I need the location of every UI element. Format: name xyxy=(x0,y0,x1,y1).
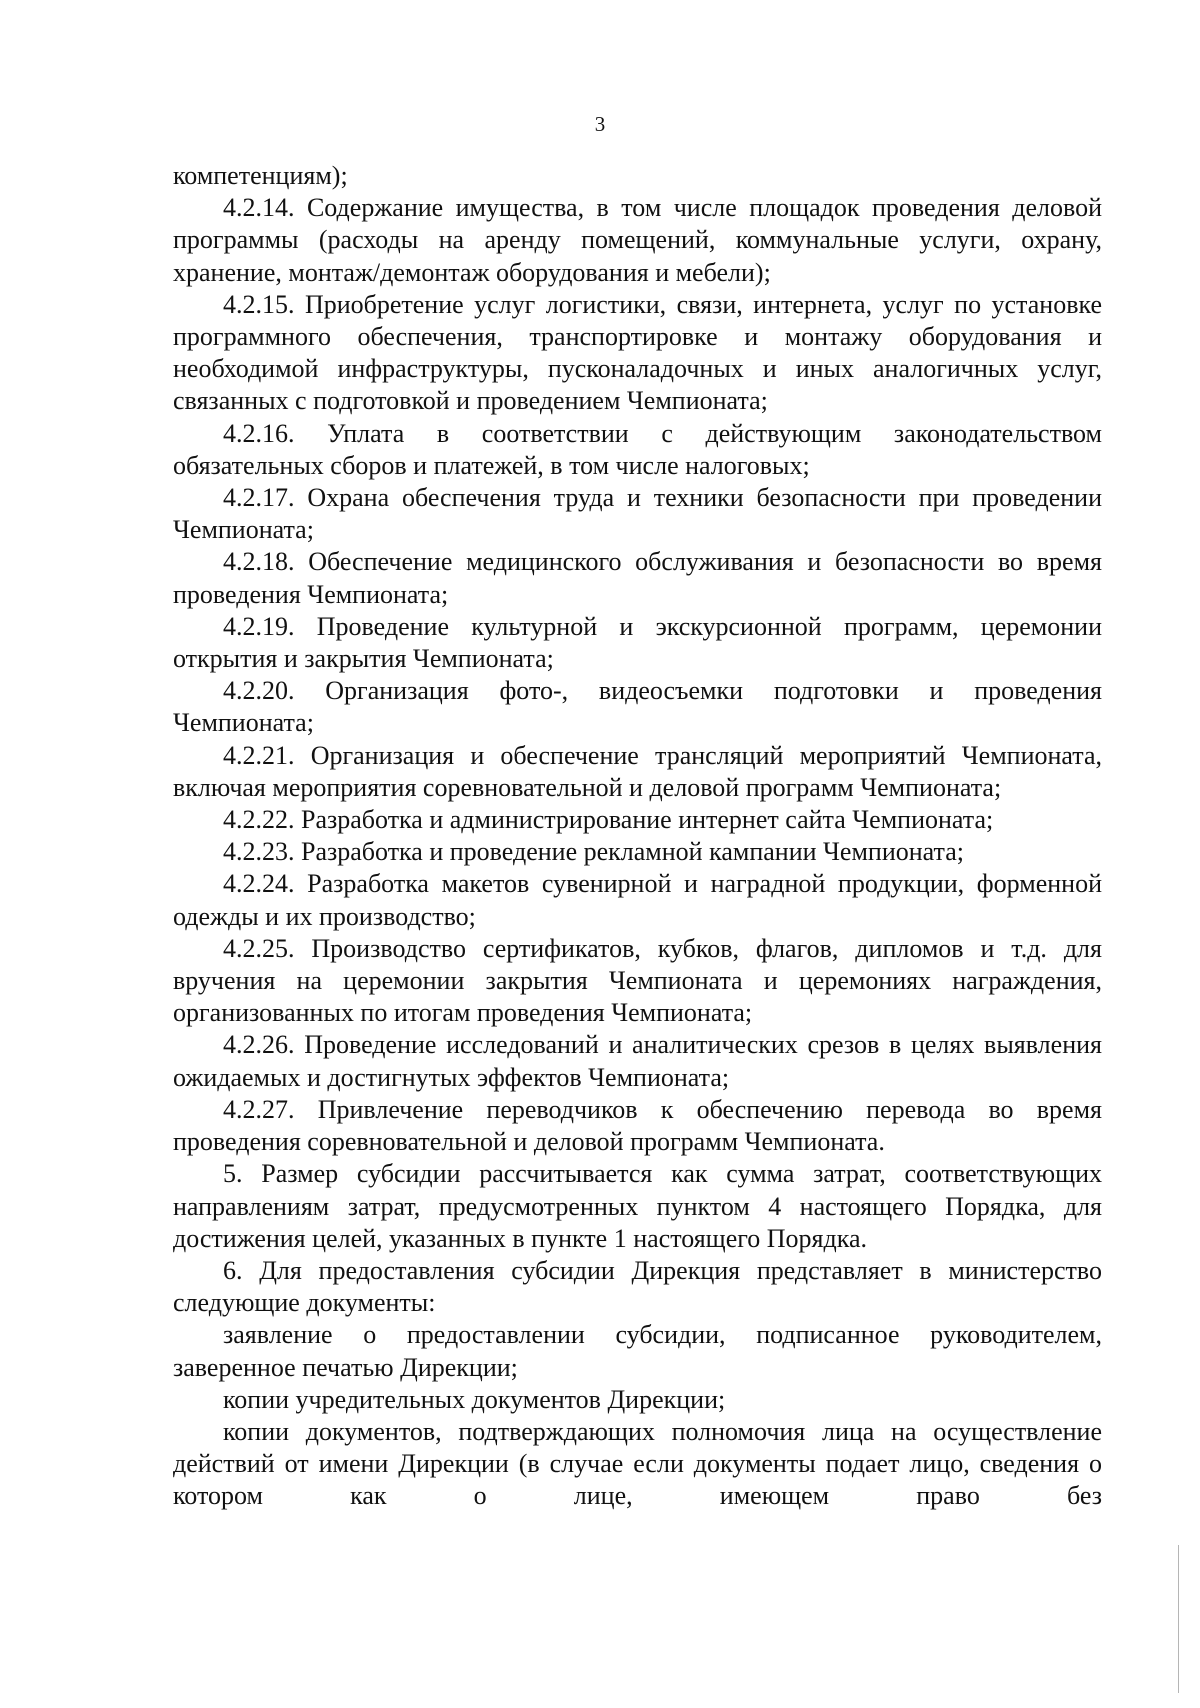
paragraph-4-2-17: 4.2.17. Охрана обеспечения труда и техники безопасности при проведении Чемпионата; xyxy=(173,483,1102,545)
paragraph-4-2-25: 4.2.25. Производство сертификатов, кубков, флагов, дипломов и т.д. для вручения на церемонии закрытия Чемпионата и церемониях награждения, организованных по итогам проведения Чемпионата; xyxy=(173,933,1102,1028)
paragraph-4-2-24: 4.2.24. Разработка макетов сувенирной и наградной продукции, форменной одежды и их производство; xyxy=(173,869,1102,931)
page-number: 3 xyxy=(594,112,606,136)
paragraph-4-2-21: 4.2.21. Организация и обеспечение трансляций мероприятий Чемпионата, включая мероприятия соревновательной и деловой программ Чемпионата; xyxy=(173,740,1102,802)
paragraph-4-2-16: 4.2.16. Уплата в соответствии с действующим законодательством обязательных сборов и платежей, в том числе налоговых; xyxy=(173,418,1102,480)
document-body xyxy=(173,160,1102,1513)
paragraph-4-2-27: 4.2.27. Привлечение переводчиков к обеспечению перевода во время проведения соревновательной и деловой программ Чемпионата. xyxy=(173,1094,1102,1157)
paragraph-4-2-26: 4.2.26. Проведение исследований и аналитических срезов в целях выявления ожидаемых и достигнутых эффектов Чемпионата; xyxy=(173,1030,1102,1092)
paragraph-continuation: компетенциям); xyxy=(173,161,348,190)
paragraph-4-2-15: 4.2.15. Приобретение услуг логистики, связи, интернета, услуг по установке программного обеспечения, транспортировке и монтажу оборудования и необходимой инфраструктуры, пусконаладочных и иных аналогичных услуг, связанных с подготовкой и проведением Чемпионата; xyxy=(173,289,1102,416)
paragraph-6: 6. Для предоставления субсидии Дирекция представляет в министерство следующие документы: xyxy=(173,1255,1102,1318)
scan-edge-line xyxy=(1178,1545,1179,1693)
paragraph-4-2-19: 4.2.19. Проведение культурной и экскурсионной программ, церемонии открытия и закрытия Чемпионата; xyxy=(173,611,1102,674)
paragraph-5: 5. Размер субсидии рассчитывается как сумма затрат, соответствующих направлениям затрат, предусмотренных пунктом 4 настоящего Порядка, для достижения целей, указанных в пункте 1 настоящего Порядка. xyxy=(173,1159,1102,1253)
document-item-charter-copies: копии учредительных документов Дирекции; xyxy=(223,1384,726,1414)
paragraph-4-2-14: 4.2.14. Содержание имущества, в том числе площадок проведения деловой программы (расходы на аренду помещений, коммунальные услуги, охрану, хранение, монтаж/демонтаж оборудования и мебели); xyxy=(173,193,1102,287)
paragraph-4-2-23: 4.2.23. Разработка и проведение рекламной кампании Чемпионата; xyxy=(223,837,964,867)
document-item-authority-copies: копии документов, подтверждающих полномочия лица на осуществление действий от имени Дирекции (в случае если документы подает лицо, сведения о котором как о лице, имеющем право без xyxy=(173,1416,1102,1511)
paragraph-4-2-22: 4.2.22. Разработка и администрирование интернет сайта Чемпионата; xyxy=(223,805,994,835)
paragraph-4-2-20: 4.2.20. Организация фото-, видеосъемки подготовки и проведения Чемпионата; xyxy=(173,676,1102,738)
document-item-application: заявление о предоставлении субсидии, подписанное руководителем, заверенное печатью Дирекции; xyxy=(173,1320,1102,1382)
paragraph-4-2-18: 4.2.18. Обеспечение медицинского обслуживания и безопасности во время проведения Чемпионата; xyxy=(173,547,1102,609)
